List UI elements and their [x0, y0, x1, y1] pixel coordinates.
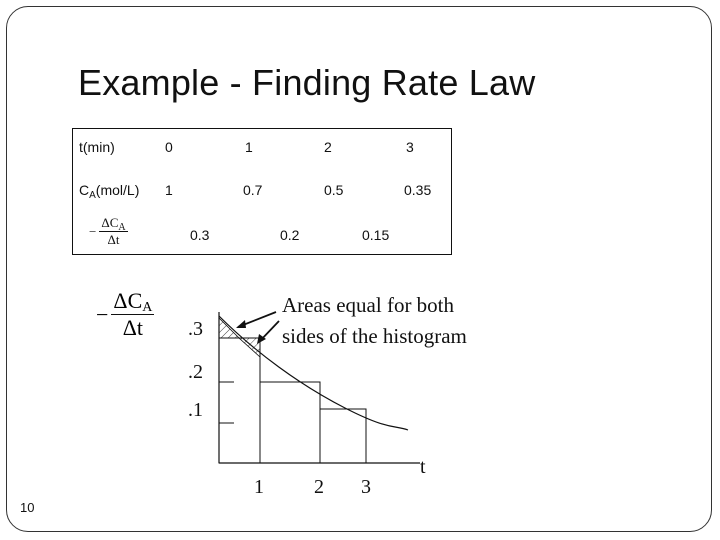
x-tick-label: 1: [254, 476, 264, 498]
concentration-value-0: 1: [165, 182, 173, 198]
x-tick-label: 2: [314, 476, 324, 498]
rate-value-1: 0.2: [280, 227, 300, 243]
rate-value-2: 0.15: [362, 227, 390, 243]
histogram-bar: [320, 409, 366, 463]
histogram-bar: [219, 338, 260, 463]
annotation-arrowhead: [236, 320, 246, 328]
time-value-0: 0: [165, 139, 173, 155]
y-tick-label: .2: [188, 361, 203, 383]
y-tick-label: .1: [188, 399, 203, 421]
rate-expression-small: − $\frac{\Delta C_A}{\Delta t}$: [89, 215, 126, 247]
page-number: 10: [20, 500, 35, 515]
time-value-1: 1: [245, 139, 253, 155]
x-axis-label: t: [420, 456, 426, 478]
concentration-value-3: 0.35: [404, 182, 432, 198]
row-time-label: t(min): [79, 139, 115, 155]
page-title: Example - Finding Rate Law: [78, 62, 536, 103]
x-tick-label: 3: [361, 476, 371, 498]
concentration-value-2: 0.5: [324, 182, 344, 198]
concentration-value-1: 0.7: [243, 182, 263, 198]
hatched-area-lower: [239, 338, 260, 357]
time-value-2: 2: [324, 139, 332, 155]
histogram-bar: [260, 382, 320, 463]
y-axis-label: − $\frac{\text{ΔCA}}{\Delta t}$: [96, 288, 153, 340]
histogram-annotation: Areas equal for both sides of the histogram: [282, 293, 467, 348]
rate-curve: [219, 316, 408, 430]
row-concentration-label: $C_A(mol/L)$: [79, 182, 140, 201]
y-tick-label: .3: [188, 318, 203, 340]
rate-value-0: 0.3: [190, 227, 210, 243]
time-value-3: 3: [406, 139, 414, 155]
